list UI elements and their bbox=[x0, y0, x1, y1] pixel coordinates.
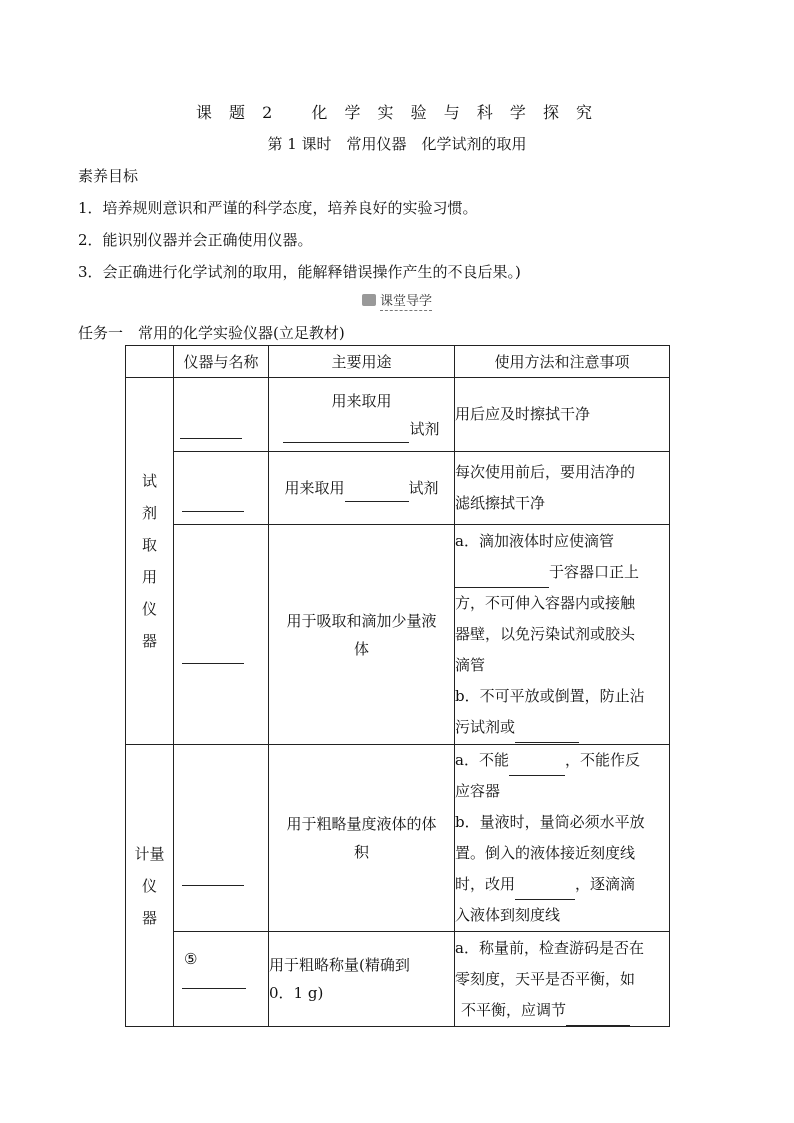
note-cell-3 bbox=[455, 525, 670, 745]
note-text: 污试剂或 bbox=[455, 718, 516, 736]
use-text: 试剂 bbox=[409, 419, 440, 438]
use-text: 0．1 g) bbox=[269, 984, 324, 1002]
category-char: 用 bbox=[141, 568, 157, 586]
use-cell-2 bbox=[269, 452, 455, 525]
category-char: 取 bbox=[141, 536, 157, 554]
header-cell-instrument: 仪器与名称 bbox=[174, 346, 269, 378]
note-text: 置。倒入的液体接近刻度线 bbox=[455, 844, 636, 862]
use-line bbox=[269, 415, 454, 443]
use-text: 试剂 bbox=[408, 479, 439, 497]
note-text: 时，改用 bbox=[455, 875, 516, 893]
use-text: 用于粗略量度液体的体 bbox=[286, 815, 437, 833]
category-char: 仪 bbox=[141, 876, 157, 895]
note-line bbox=[455, 712, 669, 743]
use-text: 积 bbox=[353, 843, 369, 861]
use-cell-3 bbox=[269, 525, 455, 745]
answer-blank[interactable] bbox=[515, 726, 579, 743]
use-text: 体 bbox=[353, 639, 369, 658]
task-title: 任务一 常用的化学实验仪器(立足教材) bbox=[78, 324, 345, 342]
note-text: 入液体到刻度线 bbox=[455, 906, 561, 924]
table-row bbox=[126, 452, 670, 525]
classroom-icon bbox=[362, 294, 376, 306]
answer-blank[interactable] bbox=[182, 988, 246, 989]
use-text: 用于粗略称量(精确到 bbox=[269, 956, 410, 974]
note-line bbox=[455, 869, 669, 900]
header-cell-notes: 使用方法和注意事项 bbox=[455, 346, 670, 378]
instrument-table bbox=[125, 345, 670, 1027]
goal-item-1: 1．培养规则意识和严谨的科学态度，培养良好的实验习惯。 bbox=[78, 199, 478, 217]
answer-blank[interactable] bbox=[182, 663, 244, 664]
header-cell-use: 主要用途 bbox=[269, 346, 455, 378]
note-text: 滴管 bbox=[455, 656, 486, 674]
answer-blank[interactable] bbox=[509, 759, 565, 776]
table-row bbox=[126, 378, 670, 452]
instrument-cell-1 bbox=[174, 378, 269, 452]
note-text: 零刻度，天平是否平衡，如 bbox=[455, 969, 636, 988]
note-text: b．不可平放或倒置，防止沾 bbox=[455, 687, 645, 705]
instrument-cell-3 bbox=[174, 525, 269, 745]
answer-blank[interactable] bbox=[455, 571, 549, 588]
use-cell-1 bbox=[269, 378, 455, 452]
note-line bbox=[455, 745, 669, 776]
lesson-title: 课 题 2 化 学 实 验 与 科 学 探 究 bbox=[195, 103, 599, 122]
use-text: 用来取用 bbox=[284, 479, 345, 497]
use-text: 用来取用 bbox=[331, 391, 392, 410]
note-text: a．称量前，检查游码是否在 bbox=[455, 938, 644, 957]
note-text: 用后应及时擦拭干净 bbox=[455, 405, 591, 423]
note-text: 应容器 bbox=[455, 782, 501, 800]
answer-blank[interactable] bbox=[345, 485, 409, 502]
category-reagent-cell bbox=[126, 378, 174, 745]
note-text: a．不能 bbox=[455, 751, 509, 769]
category-char: 器 bbox=[141, 632, 157, 650]
answer-blank[interactable] bbox=[182, 511, 244, 512]
category-char: 剂 bbox=[141, 504, 157, 522]
note-text: 滤纸擦拭干净 bbox=[455, 494, 546, 512]
goal-item-2: 2．能识别仪器并会正确使用仪器。 bbox=[78, 231, 313, 249]
answer-blank[interactable] bbox=[283, 426, 409, 443]
category-char: 计量 bbox=[134, 844, 165, 863]
banner-label: 课堂导学 bbox=[379, 294, 432, 309]
table-row bbox=[126, 525, 670, 745]
answer-blank[interactable] bbox=[566, 1009, 630, 1026]
goal-item-3: 3．会正确进行化学试剂的取用，能解释错误操作产生的不良后果。) bbox=[78, 263, 521, 281]
header-cell-empty bbox=[126, 346, 174, 378]
note-text: 不平衡，应调节 bbox=[461, 1000, 567, 1019]
answer-blank[interactable] bbox=[515, 883, 575, 900]
instrument-cell-5 bbox=[174, 932, 269, 1027]
note-line bbox=[455, 995, 669, 1026]
use-text: 用于吸取和滴加少量液 bbox=[286, 611, 437, 630]
note-text: ，逐滴滴 bbox=[575, 875, 636, 893]
item-number: ⑤ bbox=[184, 950, 198, 968]
category-char: 器 bbox=[141, 908, 157, 927]
table-header-row bbox=[126, 346, 670, 378]
category-measure-cell bbox=[126, 745, 174, 1027]
answer-blank[interactable] bbox=[182, 885, 244, 886]
table-row bbox=[126, 745, 670, 932]
use-cell-4 bbox=[269, 745, 455, 932]
note-cell-5 bbox=[455, 932, 670, 1027]
note-text: ，不能作反 bbox=[564, 751, 640, 769]
instrument-cell-2 bbox=[174, 452, 269, 525]
note-text: 方，不可伸入容器内或接触 bbox=[455, 594, 636, 612]
note-cell-1 bbox=[455, 378, 670, 452]
use-cell-5 bbox=[269, 932, 455, 1027]
goals-heading: 素养目标 bbox=[78, 167, 139, 185]
note-cell-4 bbox=[455, 745, 670, 932]
note-cell-2 bbox=[455, 452, 670, 525]
lesson-subtitle: 第 1 课时 常用仪器 化学试剂的取用 bbox=[267, 135, 527, 153]
instrument-cell-4 bbox=[174, 745, 269, 932]
note-text: 于容器口正上 bbox=[549, 563, 640, 581]
category-char: 试 bbox=[141, 472, 157, 490]
note-line bbox=[455, 557, 669, 588]
note-text: 器壁，以免污染试剂或胶头 bbox=[455, 625, 636, 643]
section-banner bbox=[0, 290, 794, 309]
note-text: a．滴加液体时应使滴管 bbox=[455, 532, 614, 550]
category-char: 仪 bbox=[141, 600, 157, 618]
note-text: 每次使用前后，要用洁净的 bbox=[455, 463, 636, 481]
note-text: b．量液时，量筒必须水平放 bbox=[455, 813, 645, 831]
answer-blank[interactable] bbox=[180, 438, 242, 439]
table-row bbox=[126, 932, 670, 1027]
